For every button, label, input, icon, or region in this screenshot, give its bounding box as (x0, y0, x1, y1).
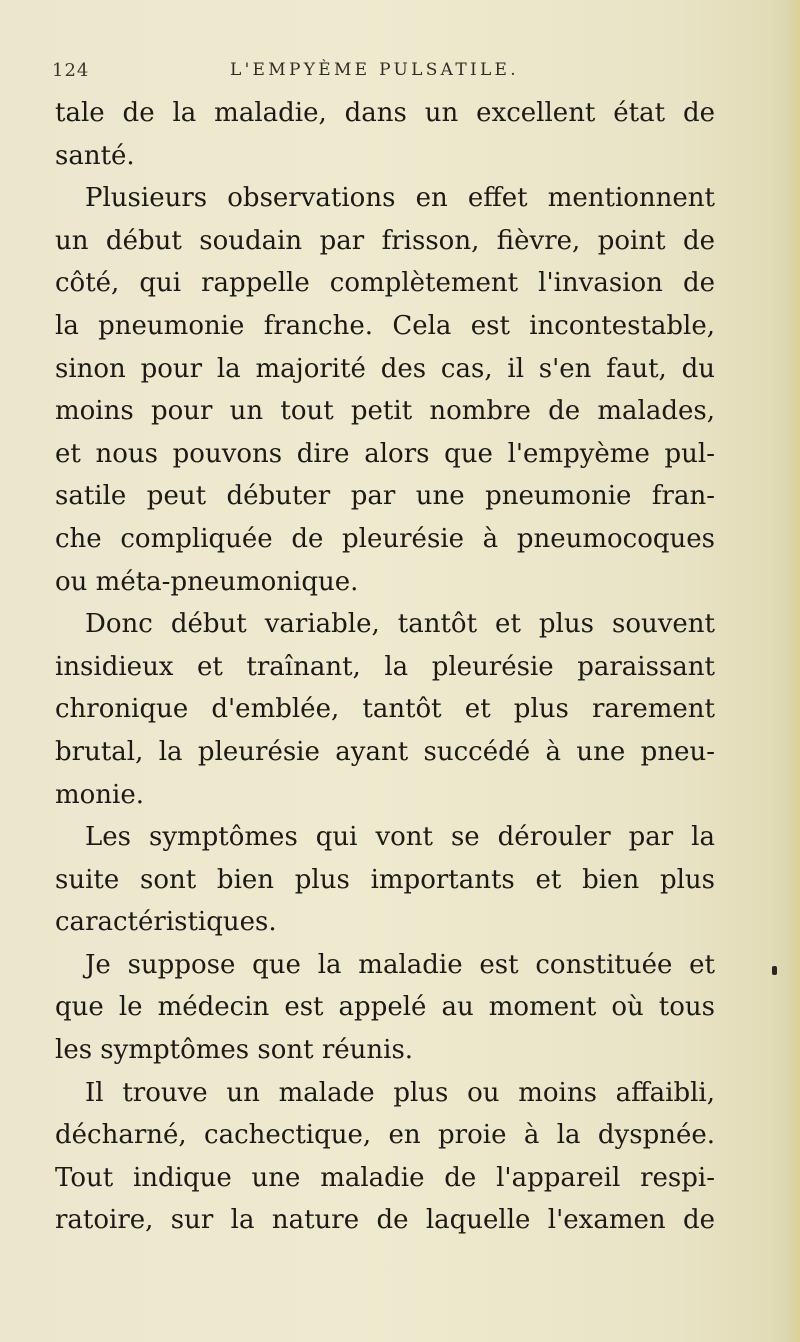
page-header (52, 60, 742, 90)
text-line: suite sont bien plus importants et bien plus (55, 864, 715, 895)
text-line: ratoire, sur la nature de laquelle l'examen de (55, 1205, 715, 1236)
text-line: sinon pour la majorité des cas, il s'en faut, du (55, 353, 715, 384)
text-line: Tout indique une maladie de l'appareil respi- (55, 1162, 715, 1193)
text-line: Je suppose que la maladie est constituée et (85, 949, 715, 980)
text-line: que le médecin est appelé au moment où tous (55, 992, 715, 1023)
page-number: 124 (52, 60, 90, 81)
text-line: monie. (55, 779, 145, 810)
page-edge-shadow (786, 0, 800, 1342)
text-line: Donc début variable, tantôt et plus souvent (85, 609, 715, 640)
text-line: chronique d'emblée, tantôt et plus rarement (55, 694, 715, 725)
text-line: satile peut débuter par une pneumonie fran- (55, 481, 715, 512)
text-line: che compliquée de pleurésie à pneumocoques (55, 523, 715, 554)
text-line: décharné, cachectique, en proie à la dyspnée. (55, 1120, 715, 1151)
text-line: Les symptômes qui vont se dérouler par la (85, 822, 715, 853)
text-line: tale de la maladie, dans un excellent état de (55, 98, 715, 128)
text-line: et nous pouvons dire alors que l'empyème pul- (55, 438, 715, 469)
body-text (55, 92, 715, 1242)
text-line: caractéristiques. (55, 907, 277, 938)
text-line: la pneumonie franche. Cela est incontestable, (55, 310, 715, 341)
text-line: un début soudain par frisson, fièvre, point de (55, 225, 715, 256)
text-line: moins pour un tout petit nombre de malades, (55, 396, 715, 427)
text-line: côté, qui rappelle complètement l'invasion de (55, 268, 715, 299)
text-line: santé. (55, 140, 135, 171)
text-line: les symptômes sont réunis. (55, 1035, 414, 1066)
text-line: ou méta-pneumonique. (55, 566, 359, 597)
text-line: insidieux et traînant, la pleurésie paraissant (55, 651, 715, 682)
text-line: Il trouve un malade plus ou moins affaibli, (85, 1077, 715, 1108)
running-title: L'EMPYÈME PULSATILE. (230, 60, 519, 80)
text-line: Plusieurs observations en effet mentionnent (85, 183, 715, 214)
ink-speck (772, 966, 777, 975)
text-line: brutal, la pleurésie ayant succédé à une pneu- (55, 736, 715, 767)
